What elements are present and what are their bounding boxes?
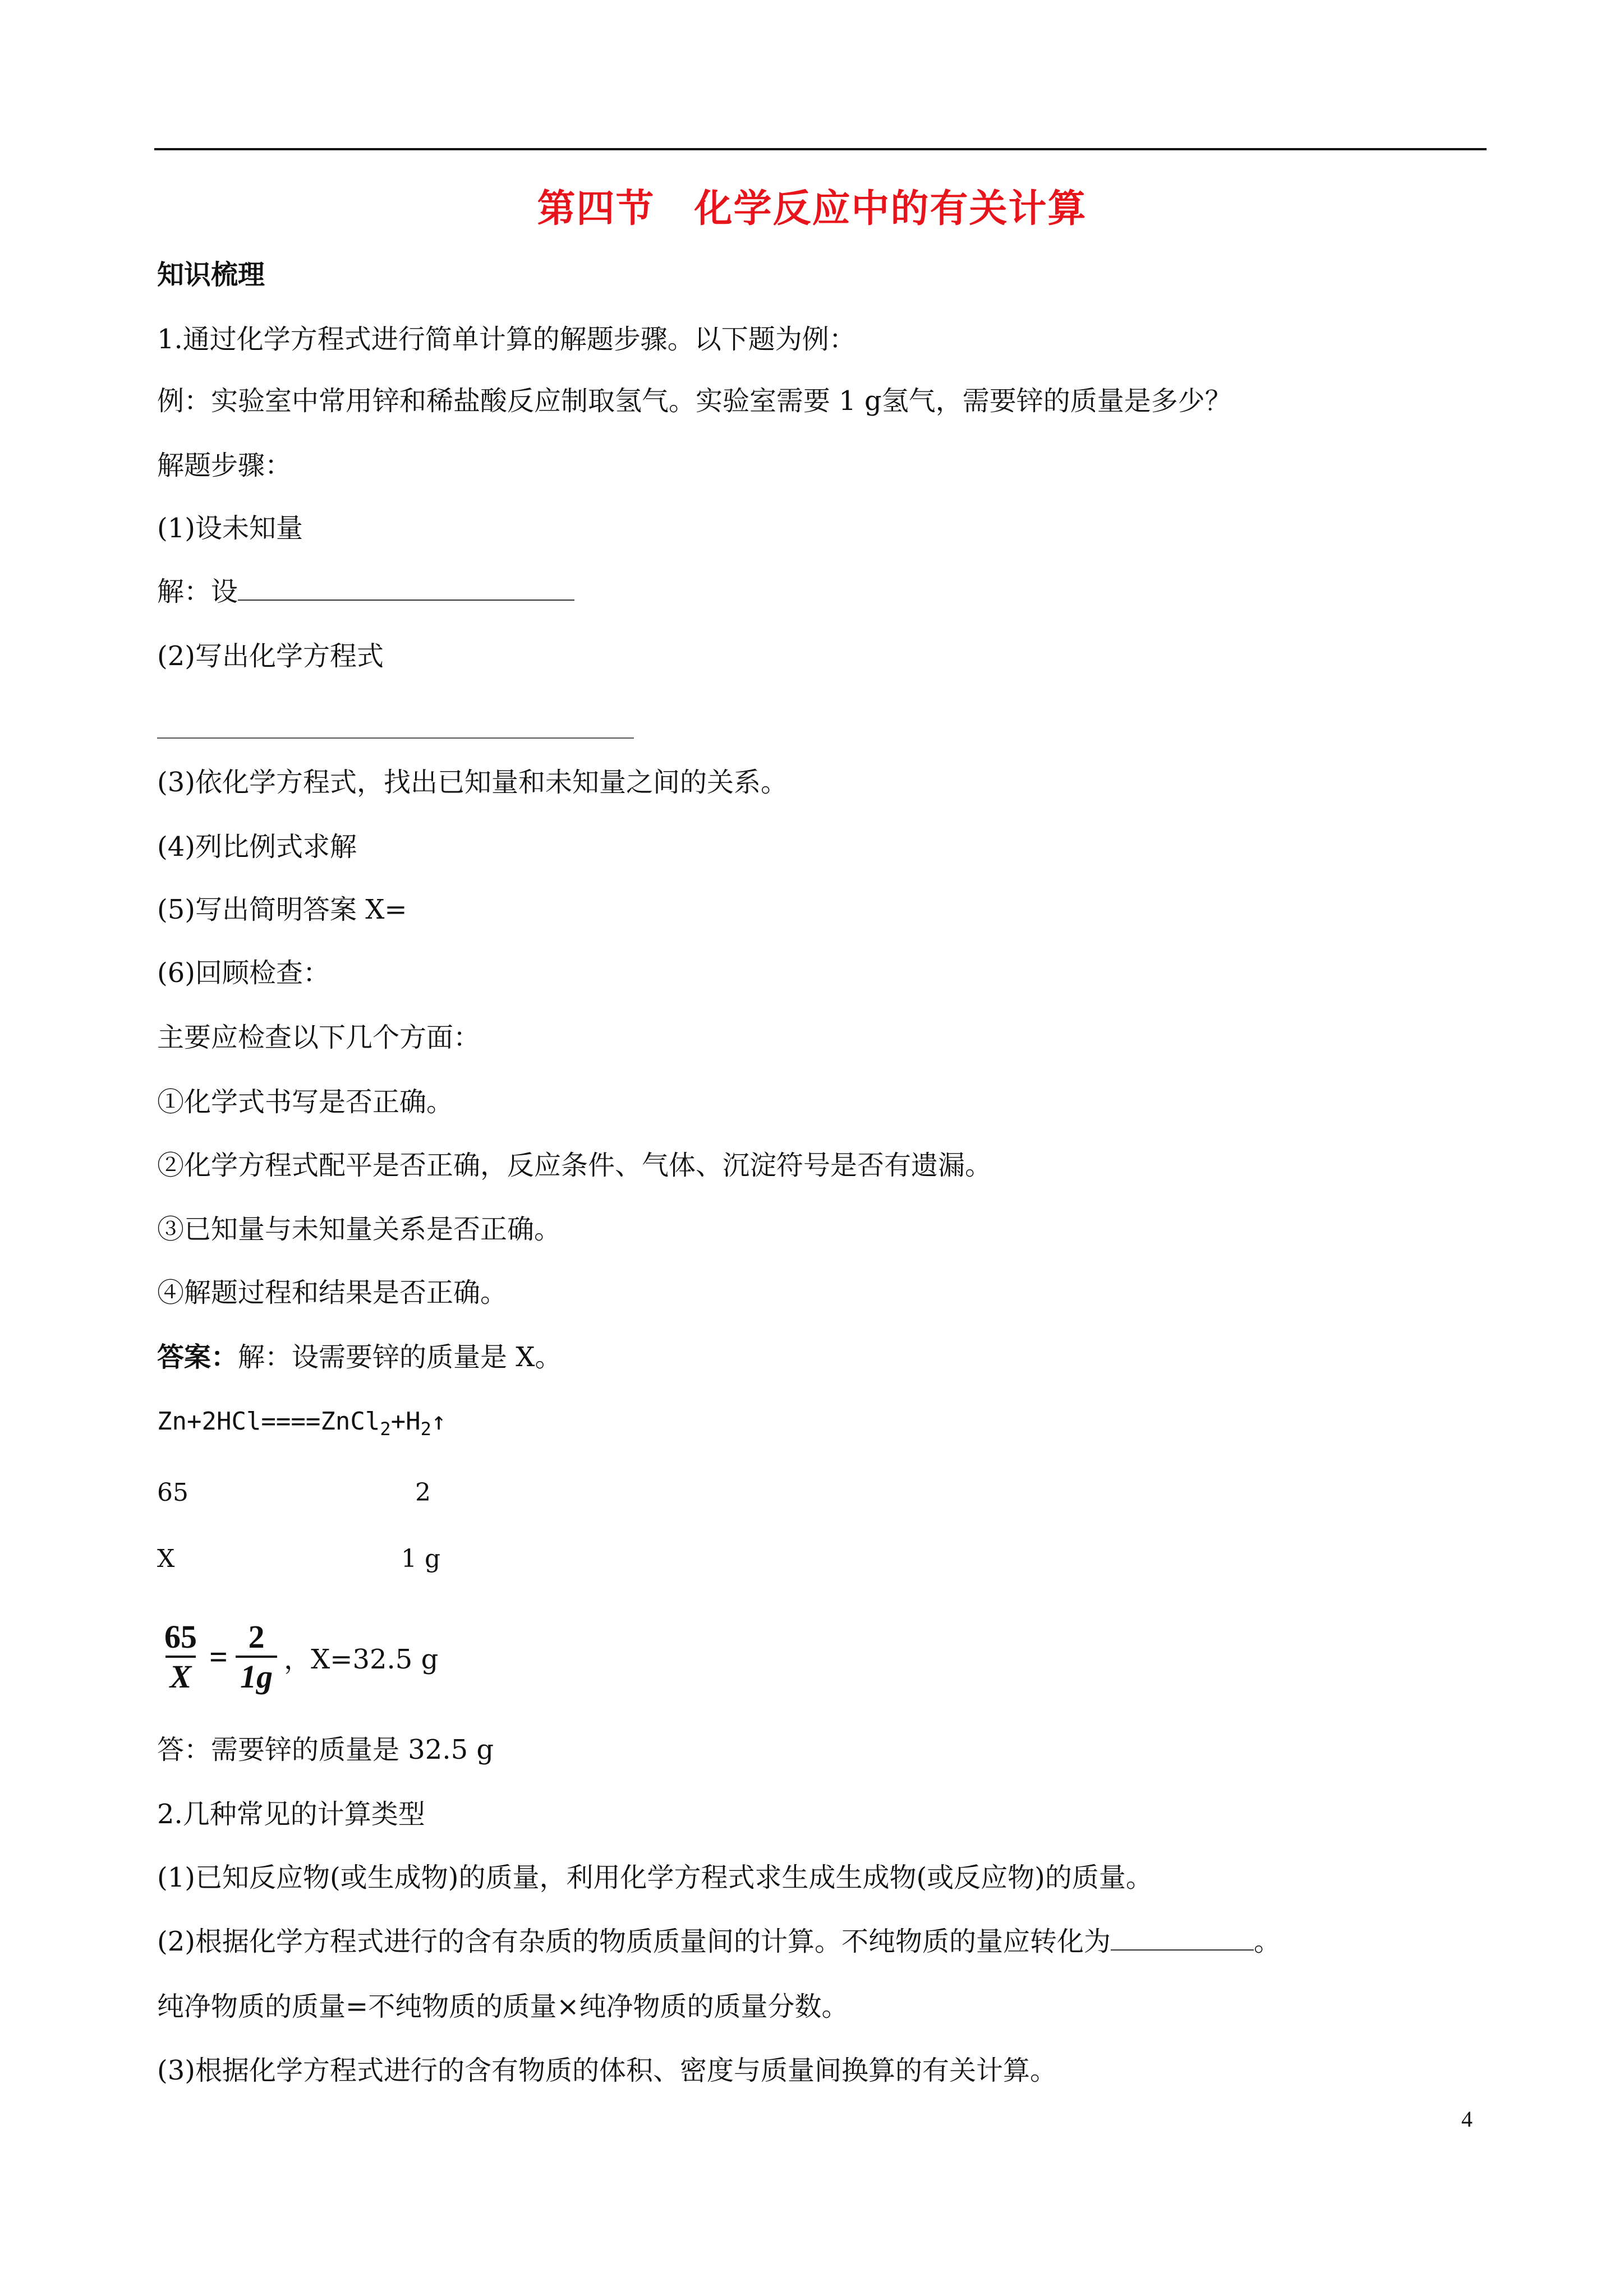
answer-label: 答案： bbox=[157, 1341, 238, 1373]
answer-text: 解：设需要锌的质量是 X。 bbox=[238, 1341, 562, 1373]
text-line: 解题步骤： bbox=[157, 450, 292, 481]
gas-arrow-icon: ↑ bbox=[431, 1407, 447, 1436]
text-line: (4)列比例式求解 bbox=[157, 831, 357, 863]
page-number: 4 bbox=[1461, 2106, 1473, 2132]
proportion-equation: $\frac{65}{X}$ = $\frac{2}{1g}$ ，X=32.5 g bbox=[160, 1618, 438, 1695]
header-rule bbox=[154, 148, 1487, 150]
chemical-equation: $Zn+2HCl====ZnCl_2+H_2↑$ bbox=[157, 1407, 447, 1440]
text-line: (6)回顾检查： bbox=[157, 957, 330, 989]
answer-line bbox=[157, 1340, 562, 1374]
blank-underline bbox=[157, 737, 634, 739]
text-line: ①化学式书写是否正确。 bbox=[157, 1086, 454, 1118]
text-line: (2)写出化学方程式 bbox=[157, 640, 384, 672]
text-line: ③已知量与未知量关系是否正确。 bbox=[157, 1214, 562, 1245]
fill-line: (2)根据化学方程式进行的含有杂质的物质质量间的计算。不纯物质的量应转化为 。 bbox=[157, 1926, 1281, 1957]
page-title: 第四节 化学反应中的有关计算 bbox=[537, 187, 1087, 231]
text-line: 1.通过化学方程式进行简单计算的解题步骤。以下题为例： bbox=[157, 324, 856, 355]
ratio-row: 65 2 bbox=[157, 1478, 431, 1507]
fill-line bbox=[157, 575, 574, 608]
text-line: 纯净物质的质量=不纯物质的质量×纯净物质的质量分数。 bbox=[157, 1991, 849, 2022]
text-line: 主要应检查以下几个方面： bbox=[157, 1022, 481, 1053]
text-line: (1)设未知量 bbox=[157, 513, 303, 544]
text-line: (1)已知反应物(或生成物)的质量，利用化学方程式求生成生成物(或反应物)的质量。 bbox=[157, 1862, 1153, 1893]
ratio-row: X 1 g bbox=[157, 1545, 441, 1573]
section-heading: 知识梳理 bbox=[157, 259, 265, 291]
fill-label: 解：设 bbox=[157, 576, 238, 607]
text-line: (3)根据化学方程式进行的含有物质的体积、密度与质量间换算的有关计算。 bbox=[157, 2055, 1057, 2086]
text-line: (5)写出简明答案 X= bbox=[157, 894, 407, 925]
blank-underline bbox=[238, 575, 574, 601]
fraction: $\frac{65}{X}$ bbox=[164, 1619, 197, 1695]
text-line: ④解题过程和结果是否正确。 bbox=[157, 1277, 508, 1308]
text-line: 例：实验室中常用锌和稀盐酸反应制取氢气。实验室需要 1 g氢气，需要锌的质量是多少？ bbox=[157, 385, 1232, 417]
fraction: $\frac{2}{1g}$ bbox=[236, 1618, 277, 1695]
text-line: (3)依化学方程式，找出已知量和未知量之间的关系。 bbox=[157, 767, 788, 798]
blank-underline bbox=[1111, 1925, 1254, 1951]
text-line: 2.几种常见的计算类型 bbox=[157, 1799, 425, 1830]
text-line: ②化学方程式配平是否正确，反应条件、气体、沉淀符号是否有遗漏。 bbox=[157, 1150, 992, 1181]
text-line: 答：需要锌的质量是 32.5 g bbox=[157, 1734, 494, 1765]
